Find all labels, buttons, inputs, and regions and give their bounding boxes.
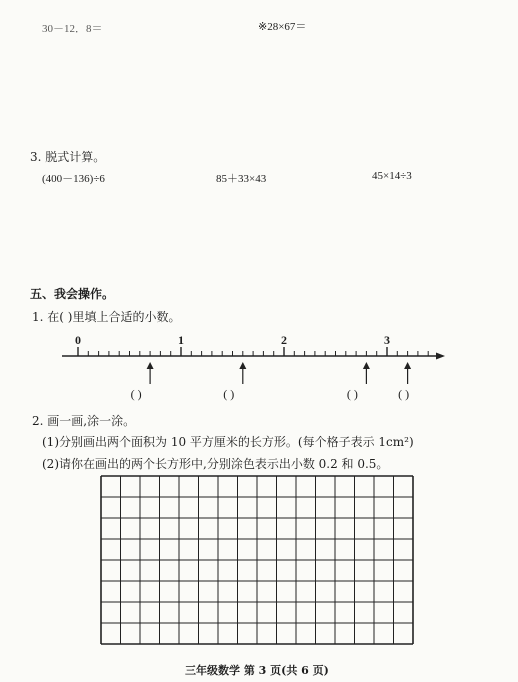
number-line — [0, 330, 518, 410]
number-line-label-0: 0 — [75, 333, 81, 347]
number-line-label-2: 2 — [281, 333, 287, 347]
number-line-label-1: 1 — [178, 333, 184, 347]
pointer-arrow-head-4 — [404, 362, 411, 369]
question2-sub1: (1)分别画出两个面积为 10 平方厘米的长方形。(每个格子表示 1cm²) — [42, 435, 414, 449]
answer-blank-4: ( ) — [398, 387, 410, 401]
section5-title: 五、我会操作。 — [30, 287, 115, 301]
question1-text: 1. 在( )里填上合适的小数。 — [32, 310, 181, 324]
question2-sub2: (2)请你在画出的两个长方形中,分别涂色表示出小数 0.2 和 0.5。 — [42, 457, 389, 471]
pointer-arrow-head-1 — [147, 362, 154, 369]
number-line-arrowhead — [436, 353, 445, 360]
drawing-grid[interactable] — [100, 475, 420, 647]
pointer-arrow-head-2 — [239, 362, 246, 369]
answer-blank-3: ( ) — [346, 387, 358, 401]
question2-text: 2. 画一画,涂一涂。 — [32, 414, 136, 428]
answer-blank-2: ( ) — [223, 387, 235, 401]
expression-1: (400－136)÷6 — [42, 173, 105, 185]
answer-blank-1: ( ) — [130, 387, 142, 401]
page-footer: 三年级数学 第 3 页(共 6 页) — [185, 664, 329, 677]
expression-3: 45×14÷3 — [372, 170, 412, 182]
pointer-arrow-head-3 — [363, 362, 370, 369]
calc-multiplication: ※28×67＝ — [258, 21, 307, 33]
expression-2: 85＋33×43 — [216, 173, 267, 185]
number-line-label-3: 3 — [384, 333, 390, 347]
calc-subtraction: 30－12．8＝ — [42, 23, 103, 35]
section3-title: 3. 脱式计算。 — [30, 150, 106, 164]
